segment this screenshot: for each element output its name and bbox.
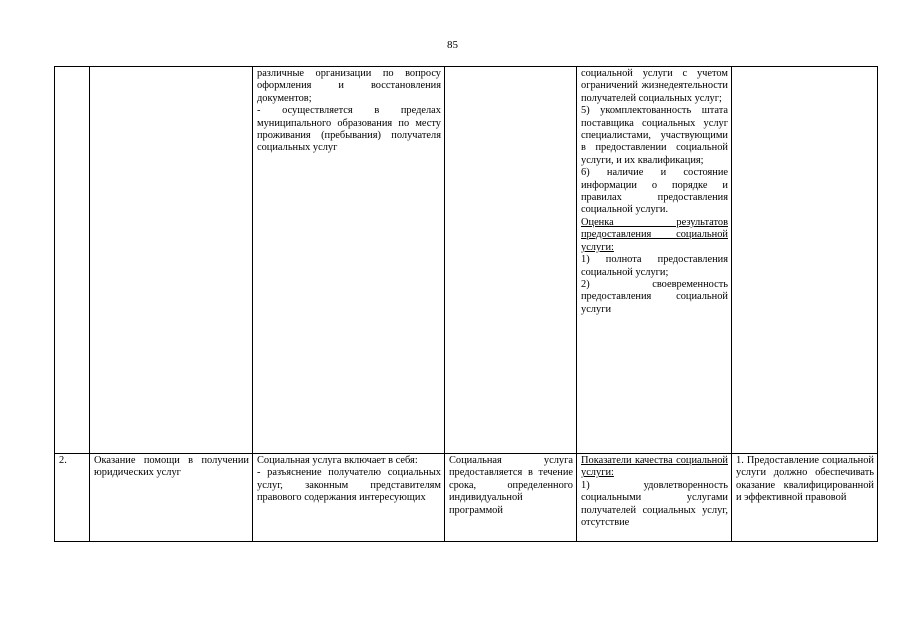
quality-heading: Показатели качества социальной услуги: xyxy=(581,455,728,479)
row1-quality-cell xyxy=(577,67,732,454)
row2-term-cell xyxy=(445,454,577,542)
row2-description-text: - разъяснение получателю социальных услуг, законным представителям правового содержания интересующих xyxy=(257,467,441,504)
row1-quality-text: 6) наличие и состояние информации о порядке и правилах предоставления социальной услуги. xyxy=(581,167,728,216)
row2-description-text: Социальная услуга включает в себя: xyxy=(257,455,418,466)
table-row xyxy=(55,454,878,542)
row1-description-text: - осуществляется в пределах муниципального образования по месту проживания (пребывания) получателя социальных услуг xyxy=(257,105,441,154)
row2-quality-text: 1) удовлетворенность социальными услугами получателей социальных услуг, отсутствие xyxy=(581,479,728,529)
row1-description-text: различные организации по вопросу оформления и восстановления документов; xyxy=(257,68,441,104)
row2-quality-cell xyxy=(577,454,732,542)
row1-conditions-cell xyxy=(732,67,878,454)
row1-description-cell xyxy=(253,67,445,454)
row1-term-cell xyxy=(445,67,577,454)
row2-conditions-cell xyxy=(732,454,878,542)
row2-service-name: Оказание помощи в получении юридических услуг xyxy=(94,455,249,479)
row2-number-cell xyxy=(55,454,90,542)
row1-quality-text: 5) укомплектованность штата поставщика социальных услуг специалистами, участвующими в предоставлении социальной услуги, и их квалификация; xyxy=(581,105,728,166)
row1-number-cell xyxy=(55,67,90,454)
page-number: 85 xyxy=(447,39,458,51)
services-table xyxy=(54,66,878,542)
row2-conditions-text: 1. Предоставление социальной услуги должно обеспечивать оказание квалифицированной и эффективной правовой xyxy=(736,455,874,504)
row1-result-item: 1) полнота предоставления социальной услуги; xyxy=(581,254,728,278)
row1-quality-text: социальной услуги с учетом ограничений жизнедеятельности получателей социальных услуг; xyxy=(581,68,728,104)
results-heading: Оценка результатов предоставления социальной услуги: xyxy=(581,216,728,253)
row1-name-cell xyxy=(90,67,253,454)
row2-name-cell xyxy=(90,454,253,542)
row2-number: 2. xyxy=(59,455,67,466)
row2-term-text: Социальная услуга предоставляется в течение срока, определенного индивидуальной программой xyxy=(449,455,573,516)
table-row xyxy=(55,67,878,454)
row1-result-item: 2) своевременность предоставления социальной услуги xyxy=(581,278,728,315)
row2-description-cell xyxy=(253,454,445,542)
